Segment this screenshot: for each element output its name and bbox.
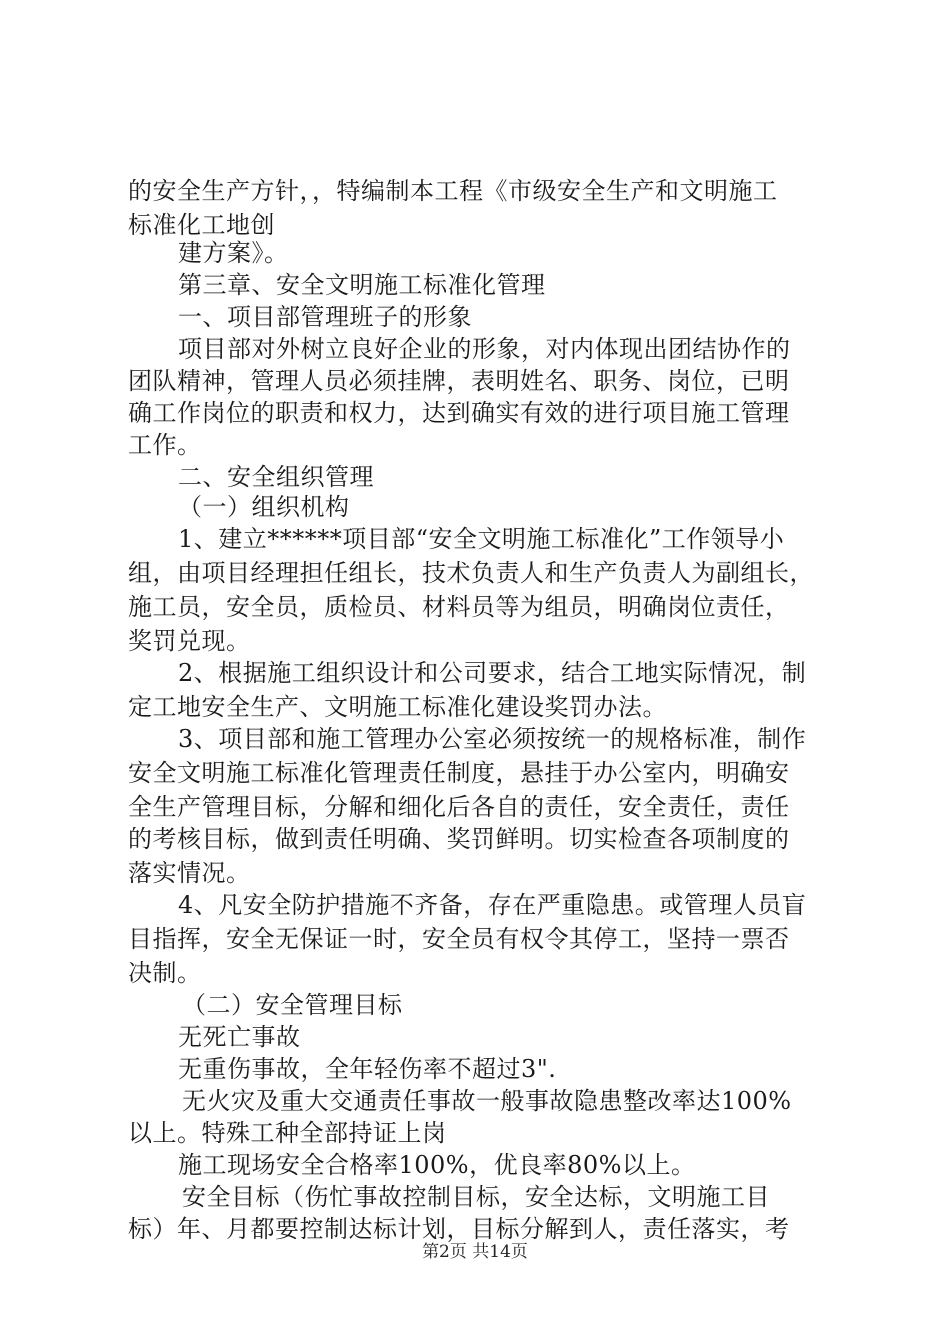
paragraph-line: 以上。特殊工种全部持证上岗 bbox=[128, 1119, 447, 1147]
paragraph-line: 组，由项目经理担任组长，技术负责人和生产负责人为副组长， bbox=[128, 559, 814, 587]
paragraph-line: 标）年、月都要控制达标计划，目标分解到人，责任落实，考 bbox=[128, 1215, 790, 1243]
paragraph-line: 的考核目标，做到责任明确、奖罚鲜明。切实检查各项制度的 bbox=[128, 825, 790, 853]
paragraph-line: 安全目标（伤忙事故控制目标，安全达标，文明施工目 bbox=[182, 1183, 770, 1211]
section-heading: 一、项目部管理班子的形象 bbox=[178, 303, 472, 331]
paragraph-line: 1、建立******项目部“安全文明施工标准化”工作领导小 bbox=[178, 525, 785, 553]
paragraph-line: 团队精神，管理人员必须挂牌，表明姓名、职务、岗位，已明 bbox=[128, 367, 790, 395]
paragraph-line: 施工现场安全合格率100%，优良率80%以上。 bbox=[178, 1151, 696, 1179]
paragraph-line: 无死亡事故 bbox=[178, 1023, 301, 1051]
text-line: 标准化工地创 bbox=[128, 211, 275, 239]
paragraph-line: 确工作岗位的职责和权力，达到确实有效的进行项目施工管理 bbox=[128, 399, 790, 427]
paragraph-line: 施工员，安全员，质检员、材料员等为组员，明确岗位责任， bbox=[128, 593, 790, 621]
page-footer: 第2页 共14页 bbox=[422, 1242, 528, 1262]
paragraph-line: 目指挥，安全无保证一时，安全员有权令其停工，坚持一票否 bbox=[128, 925, 790, 953]
text-line: 建方案》。 bbox=[178, 239, 289, 267]
paragraph-line: 3、项目部和施工管理办公室必须按统一的规格标准，制作 bbox=[178, 725, 807, 753]
chapter-heading: 第三章、安全文明施工标准化管理 bbox=[178, 271, 546, 299]
text-line: 的安全生产方针，，特编制本工程《市级安全生产和文明施工 bbox=[128, 177, 778, 205]
paragraph-line: 2、根据施工组织设计和公司要求，结合工地实际情况，制 bbox=[178, 659, 807, 687]
paragraph-line: 定工地安全生产、文明施工标准化建设奖罚办法。 bbox=[128, 693, 667, 721]
paragraph-line: 全生产管理目标，分解和细化后各自的责任，安全责任，责任 bbox=[128, 793, 790, 821]
paragraph-line: 4、凡安全防护措施不齐备，存在严重隐患。或管理人员盲 bbox=[178, 891, 807, 919]
paragraph-line: 项目部对外树立良好企业的形象，对内体现出团结协作的 bbox=[178, 335, 791, 363]
paragraph-line: 落实情况。 bbox=[128, 859, 251, 887]
paragraph-line: 无火灾及重大交通责任事故一般事故隐患整改率达100% bbox=[182, 1087, 792, 1115]
subsection-heading: （一）组织机构 bbox=[178, 493, 350, 521]
paragraph-line: 决制。 bbox=[128, 959, 202, 987]
paragraph-line: 工作。 bbox=[128, 431, 202, 459]
paragraph-line: 无重伤事故，全年轻伤率不超过3". bbox=[178, 1055, 557, 1083]
subsection-heading: （二）安全管理目标 bbox=[182, 991, 403, 1019]
section-heading: 二、安全组织管理 bbox=[178, 463, 374, 491]
paragraph-line: 奖罚兑现。 bbox=[128, 627, 251, 655]
paragraph-line: 安全文明施工标准化管理责任制度，悬挂于办公室内，明确安 bbox=[128, 759, 790, 787]
